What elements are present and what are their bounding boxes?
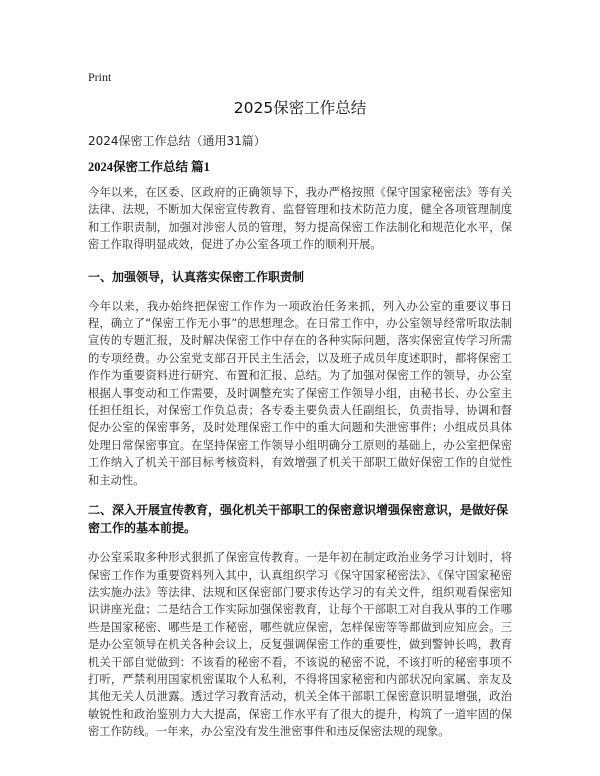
section-paragraph-2: 今年以来，我办始终把保密工作作为一项政治任务来抓，列入办公室的重要议事日程，确立了“保密工作无小事”的思想理念。在日常工作中，办公室领导经常听取法制宣传的专题汇报，及时解决保密工作中存在的各种实际问题，落实保密宣传学习所需的专项经费。办公室党支部召开民主生活会，以及班子成员年度述职时，都将保密工作作为重要资料进行研究、布置和汇报、总结。为了加强对保密工作的领导，办公室根据人事变动和工作需要，及时调整充实了保密工作领导小组，由秘书长、办公室主任担任组长，对保密工作负总责；各专委主要负责人任副组长，负责指导、协调和督促办公室的保密事务，及时处理保密工作中的重大问题和失泄密事件；小组成员具体处理日常保密事宜。在坚持保密工作领导小组明确分工原则的基础上，办公室把保密工作纳入了机关干部目标考核资料，有效增强了机关干部职工做好保密工作的自觉性和主动性。	[88, 299, 512, 487]
section-heading-2: 一、加强领导，认真落实保密工作职责制	[88, 269, 305, 284]
document-body	[88, 158, 512, 741]
print-label: Print	[88, 70, 112, 84]
section-heading-1: 2024保密工作总结 篇1	[88, 160, 210, 174]
section-paragraph-1: 今年以来，在区委、区政府的正确领导下，我办严格按照《保守国家秘密法》等有关法律、法规，不断加大保密宣传教育、监督管理和技术防范力度，健全各项管理制度和工作职责制，加强对涉密人员的管理，努力提高保密工作法制化和规范化水平，保密工作取得明显成效，促进了办公室各项工作的顺利开展。	[88, 186, 512, 252]
document-subtitle: 2024保密工作总结（通用31篇）	[88, 134, 266, 148]
section-heading-3: 二、深入开展宣传教育，强化机关干部职工的保密意识增强保密意识，是做好保密工作的基本前提。	[88, 503, 509, 536]
document-title: 2025保密工作总结	[233, 99, 367, 117]
section-paragraph-3: 办公室采取多种形式狠抓了保密宣传教育。一是年初在制定政治业务学习计划时，将保密工作作为重要资料列入其中，认真组织学习《保守国家秘密法》、《保守国家秘密法实施办法》等法律、法规和区保密部门要求传达学习的有关文件，组织观看保密知识讲座光盘；二是结合工作实际加强保密教育，让每个干部职工对自我从事的工作哪些是国家秘密、哪些是工作秘密，哪些就应保密，怎样保密等等都做到应知应会。三是办公室领导在机关各种会议上，反复强调保密工作的重要性，做到警钟长鸣，教育机关干部自觉做到：不该看的秘密不看，不该说的秘密不说，不该打听的秘密事项不打听，严禁利用国家机密谋取个人私利，不得将国家秘密和内部状况向家属、亲友及其他无关人员泄露。透过学习教育活动，机关全体干部职工保密意识明显增强，政治敏锐性和政治鉴别力大大提高，保密工作水平有了很大的提升，构筑了一道牢固的保密工作防线。一年来，办公室没有发生泄密事件和违反保密法规的现象。	[88, 551, 512, 739]
